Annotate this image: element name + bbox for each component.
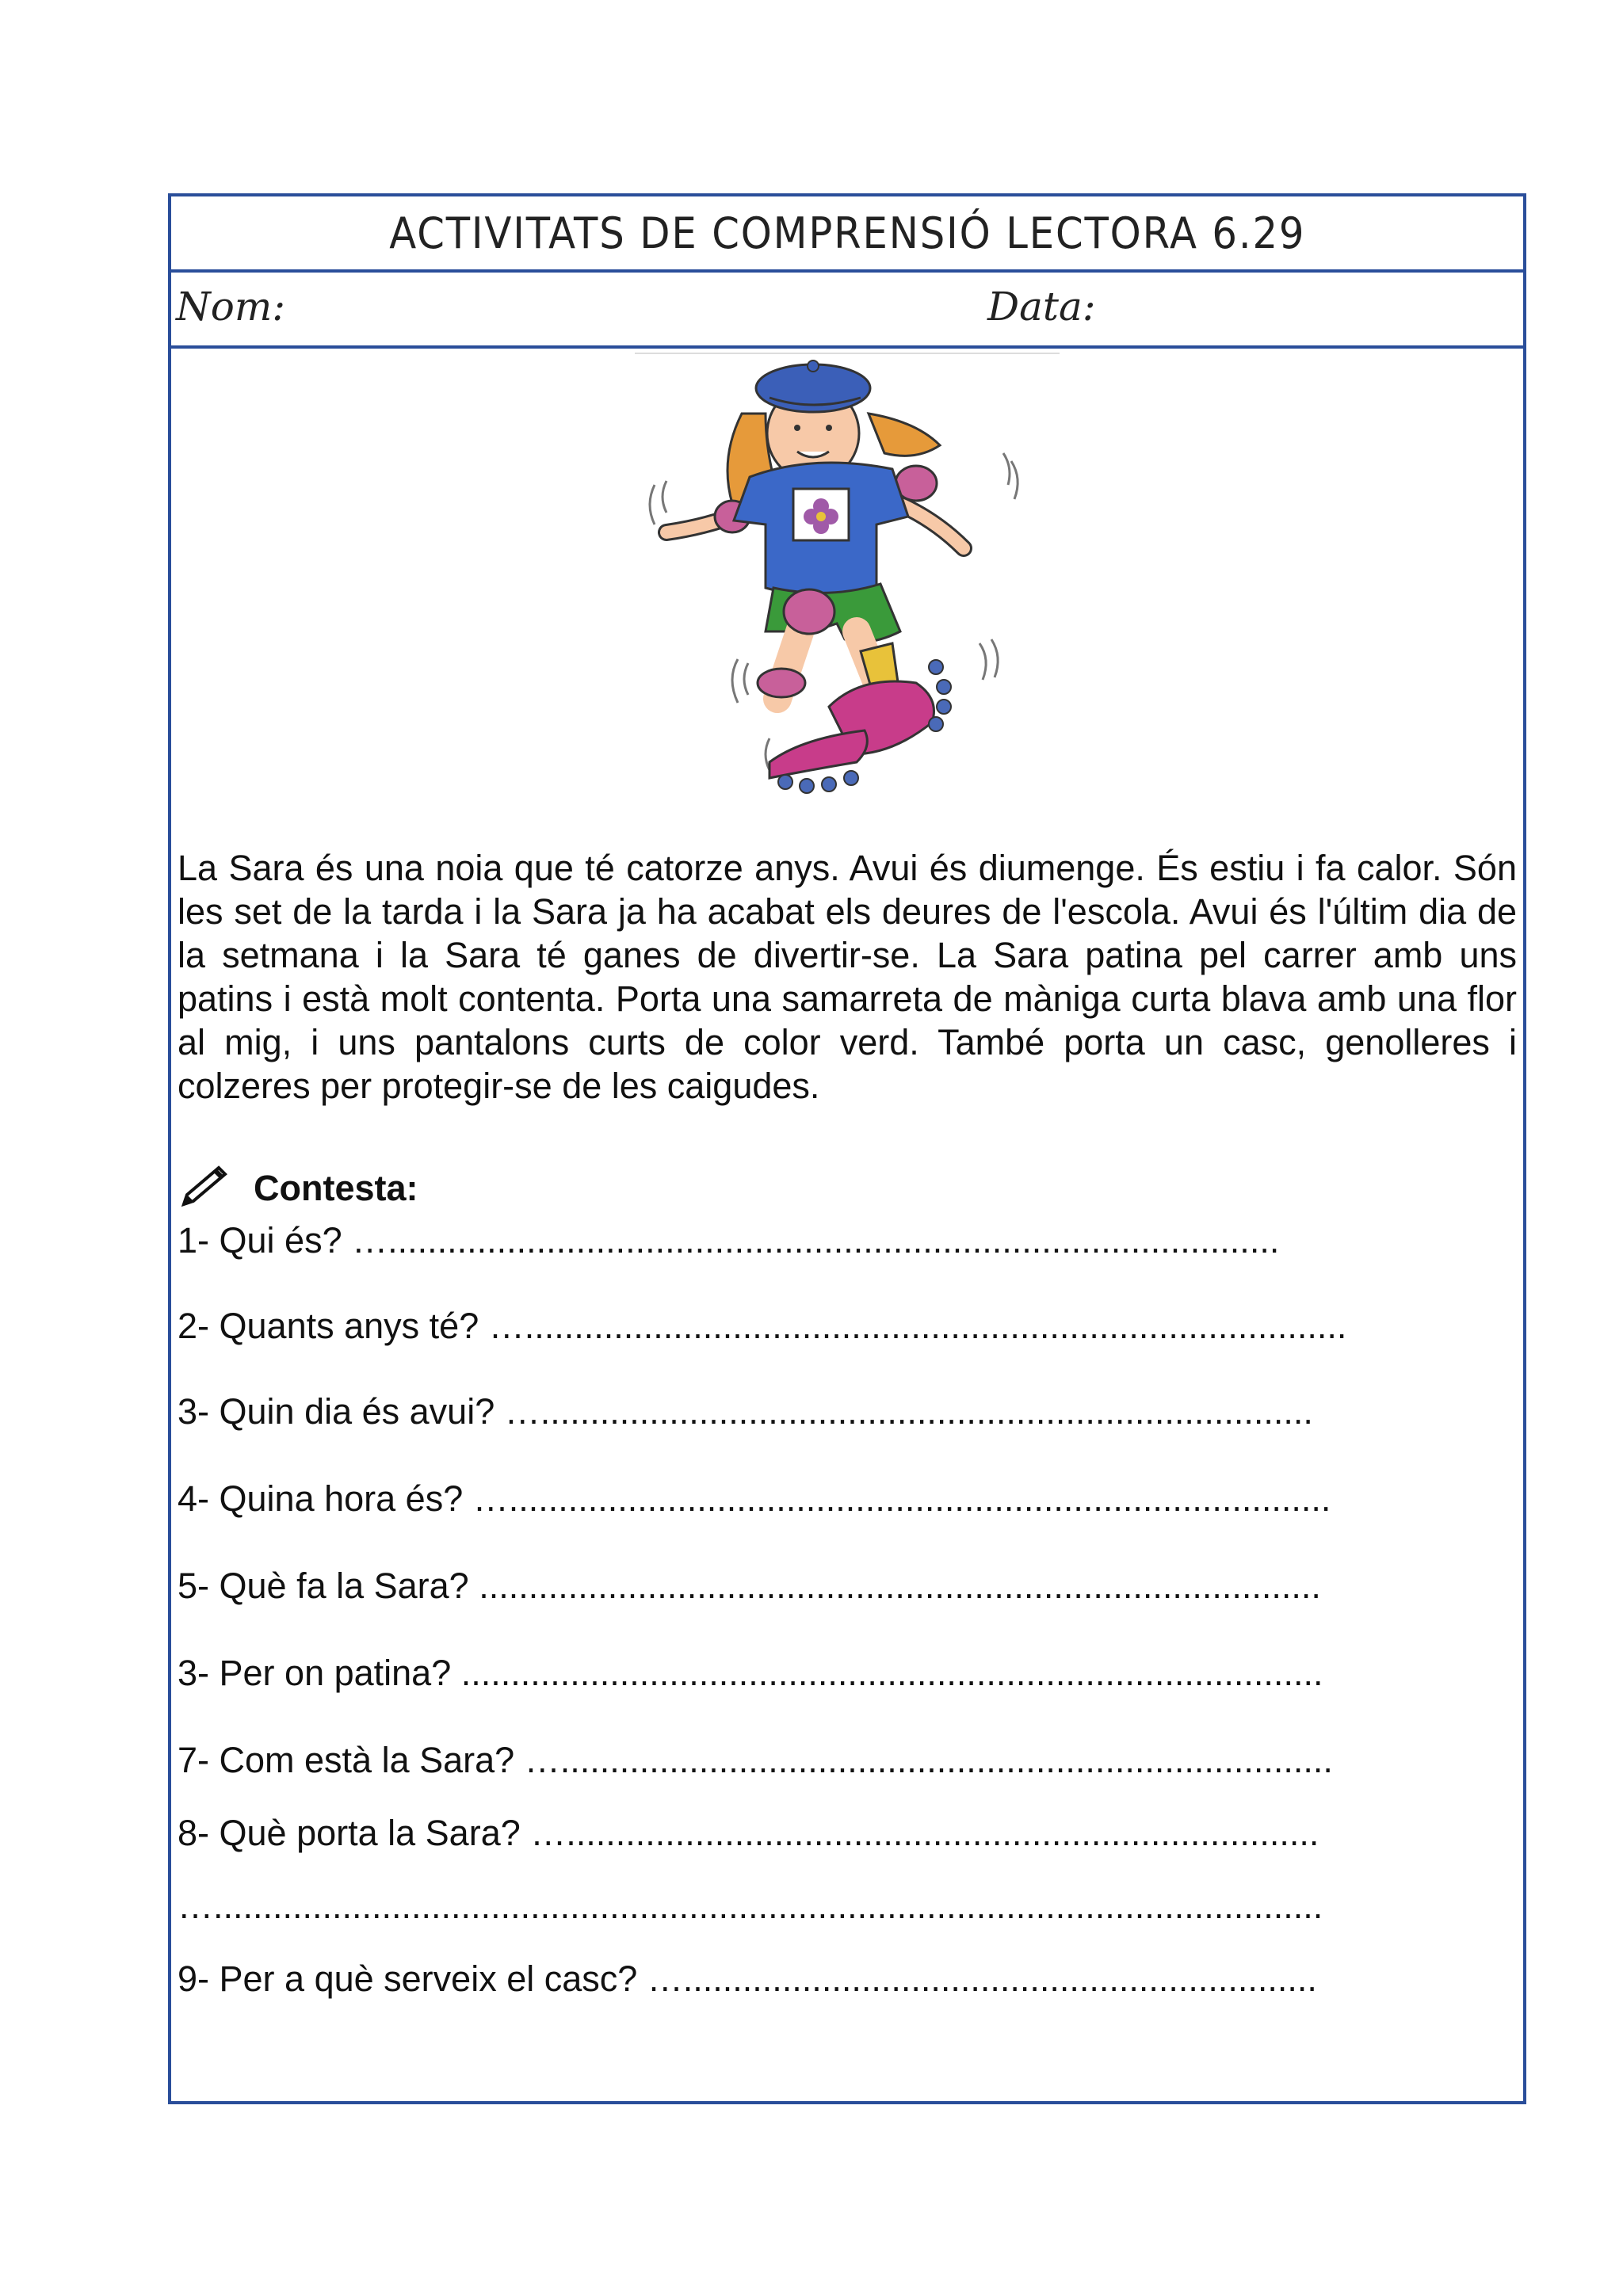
answer-line-8-continued: …................................................................................................................ xyxy=(178,1886,1323,1926)
pencil-icon xyxy=(178,1165,233,1212)
question-7: 7- Com està la Sara? ….............................................................................. xyxy=(178,1740,1333,1780)
date-label: Data: xyxy=(987,284,1096,330)
girl-rollerskating-illustration xyxy=(631,350,1059,818)
contesta-label: Contesta: xyxy=(254,1168,418,1208)
worksheet-title: ACTIVITATS DE COMPRENSIÓ LECTORA 6.29 xyxy=(388,208,1306,258)
contesta-heading xyxy=(178,1165,418,1212)
question-4: 4- Quina hora és? …................................................................................... xyxy=(178,1478,1331,1519)
question-6: 3- Per on patina? ....................................................................................... xyxy=(178,1653,1323,1693)
question-1: 1- Qui és? ….......................................................................................... xyxy=(178,1220,1280,1261)
story-paragraph: La Sara és una noia que té catorze anys. Avui és diumenge. És estiu i fa calor. Són les set de la tarda i la Sara ja ha acabat els deures de l'escola. Avui és l'últim dia de la setmana i la Sara té ganes de divertir-se. La Sara patina pel carrer amb uns patins i està molt contenta. Porta una samarreta de màniga curta blava amb una flor al mig, i uns pantalons curts de color verd. També porta un casc, genolleres i colzeres per protegir-se de les caigudes. xyxy=(178,848,1517,1106)
worksheet-frame xyxy=(168,193,1526,2104)
question-3: 3- Quin dia és avui? ….............................................................................. xyxy=(178,1391,1313,1432)
question-9: 9- Per a què serveix el casc? …................................................................ xyxy=(178,1958,1317,1999)
title-row xyxy=(171,196,1523,273)
question-5: 5- Què fa la Sara? ..................................................................................... xyxy=(178,1566,1321,1606)
name-date-row xyxy=(171,273,1523,349)
name-label: Nom: xyxy=(176,284,286,330)
question-2: 2- Quants anys té? …................................................................................... xyxy=(178,1306,1347,1346)
question-8: 8- Què porta la Sara? …............................................................................ xyxy=(178,1813,1319,1853)
